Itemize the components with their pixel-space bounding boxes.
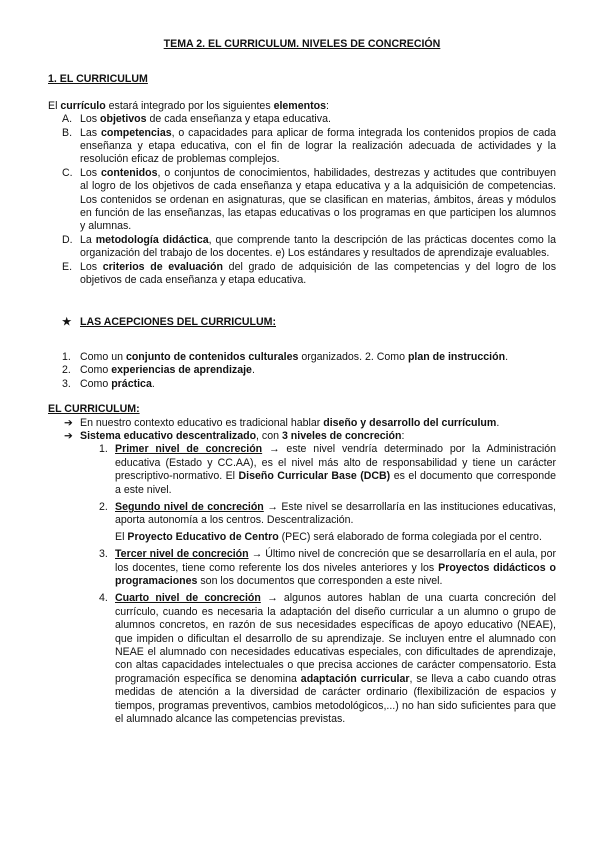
text-run: , que comprende tanto la descripción de las prácticas docentes como la organización del trabajo de los docentes. e) Los estándares y resultados de aprendizaje evaluables. <box>80 233 557 260</box>
bold-term: experiencias de aprendizaje <box>111 364 252 377</box>
text-run: , se lleva a cabo cuando otras medidas de atención a la diversidad de carácter ordinario (flexibilización de espacios y tiempos, programas preventivos, cambios metodológicos,...) no han sido suficientes para que el alumnado alcance las competencias previstas. <box>115 672 556 726</box>
bold-term: Diseño Curricular Base (DCB) <box>238 470 391 483</box>
text-run: es el documento que corresponde a este nivel. <box>115 470 556 496</box>
text-run: → algunos autores hablan de una cuarta concreción del currículo, cuando es necesaria la adaptación del diseño curricular a un alumno o grupo de alumnos concretos, en razón de sus necesidades específicas de apoyo educativo (NEAE), que impiden o dificultan el desarrollo de su aprendizaje. Se incluyen entre el alumnado con NEAE el alumnado con necesidades educativas especiales, con dificultades de aprendizaje, con altas capacidades intelectuales o que precisa acciones de carácter compensatorio. Esta programación específica se denomina <box>115 592 556 685</box>
bold-term: adaptación curricular <box>300 672 410 685</box>
list-marker: A. <box>62 113 73 126</box>
list-item <box>48 167 556 234</box>
text-run: En nuestro contexto educativo es tradicional hablar <box>80 416 324 429</box>
arrow-icon: ➔ <box>64 429 73 442</box>
bold-term: currículo <box>60 99 106 112</box>
list-marker: D. <box>62 233 73 246</box>
list-marker: B. <box>62 126 73 139</box>
text-run: (PEC) será elaborado de forma colegiada por el centro. <box>278 530 542 543</box>
document-title: TEMA 2. EL CURRICULUM. NIVELES DE CONCRECIÓN <box>163 38 441 50</box>
level-term: Cuarto nivel de concreción <box>115 592 261 605</box>
elements-list <box>48 113 556 287</box>
arrow-icon: ➔ <box>64 416 73 429</box>
acepciones-list <box>48 351 556 391</box>
text-run: . <box>251 364 255 377</box>
intro-paragraph <box>48 100 556 113</box>
list-item <box>48 113 556 126</box>
text-run: , o conjuntos de conocimientos, habilidades, destrezas y actitudes que contribuyen al logro de los objetivos de cada enseñanza y etapa educativa y a la adquisición de competencias. Los contenidos se ordenan en asignaturas, que se clasifican en materias, ámbitos, áreas y módulos en función de las enseñanzas, las etapas educativas o los programas en que participen los alumnos y alumnas. <box>80 166 556 233</box>
bold-term: criterios de evaluación <box>102 260 224 273</box>
bold-term: competencias <box>100 126 172 139</box>
section-heading-el-curriculum: EL CURRICULUM: <box>48 403 140 416</box>
text-run: . <box>151 377 155 390</box>
text-run: , o capacidades para aplicar de forma integrada los contenidos propios de cada enseñanza y etapa educativa, con el fin de lograr la realización adecuada de actividades y la resolución eficaz de problemas complejos. <box>80 126 557 166</box>
list-marker: 3. <box>99 548 108 561</box>
text-run: estará integrado por los siguientes <box>105 99 274 112</box>
level-term: Primer nivel de concreción <box>115 443 263 456</box>
level-term: Tercer nivel de concreción <box>115 548 249 561</box>
text-run: La <box>80 233 96 246</box>
list-item <box>48 378 556 391</box>
level-item <box>48 501 556 544</box>
bold-term: metodología didáctica <box>95 233 209 246</box>
list-marker: 1. <box>99 443 108 456</box>
bold-term: Sistema educativo descentralizado <box>80 429 257 442</box>
level-item <box>48 592 556 726</box>
list-item <box>48 351 556 364</box>
text-run: Los <box>80 113 101 126</box>
bold-term: objetivos <box>100 113 147 126</box>
text-run: del grado de adquisición de las competencias y del logro de los objetivos de cada enseñanza y etapa educativa. <box>80 260 556 287</box>
bold-term: diseño y desarrollo del currículum <box>323 416 497 429</box>
text-run: Como <box>80 377 112 390</box>
text-run: : <box>325 99 329 112</box>
bold-term: contenidos <box>101 166 158 179</box>
curriculum-bullets <box>48 417 556 727</box>
text-run: Los <box>80 260 103 273</box>
list-marker: 1. <box>62 350 71 363</box>
list-item <box>48 261 556 288</box>
text-run: El <box>48 99 61 112</box>
bold-term: 3 niveles de concreción <box>281 429 402 442</box>
list-marker: 2. <box>62 364 71 377</box>
list-marker: C. <box>62 166 73 179</box>
section-heading-curriculum: 1. EL CURRICULUM <box>48 73 148 86</box>
heading-text: LAS ACEPCIONES DEL CURRICULUM: <box>80 315 276 328</box>
list-item <box>48 417 556 430</box>
list-marker: 2. <box>99 500 108 513</box>
text-run: : <box>401 429 405 442</box>
list-item <box>48 127 556 167</box>
list-marker: E. <box>62 260 73 273</box>
text-run: . <box>496 416 500 429</box>
level-item <box>48 548 556 588</box>
text-run: , con <box>256 429 282 442</box>
bold-term: elementos <box>273 99 326 112</box>
list-item <box>48 430 556 727</box>
text-run: → Este nivel se desarrollaría en las instituciones educativas, aporta autonomía a los centros. Descentralización. <box>115 500 556 527</box>
list-marker: 3. <box>62 377 71 390</box>
text-run: organizados. 2. Como <box>298 350 408 363</box>
text-run: El <box>115 530 128 543</box>
level-term: Segundo nivel de concreción <box>115 500 264 513</box>
levels-list <box>48 443 556 726</box>
section-heading-acepciones <box>48 316 556 329</box>
text-run: de cada enseñanza y etapa educativa. <box>146 113 331 126</box>
bold-term: plan de instrucción <box>407 350 506 363</box>
text-run: . <box>505 350 509 363</box>
bold-term: conjunto de contenidos culturales <box>125 350 299 363</box>
text-run: → Último nivel de concreción que se desarrollaría en el aula, por los docentes, tiene como referente los dos niveles anteriores y los <box>115 548 556 574</box>
text-run: Como un <box>80 350 126 363</box>
text-run: Las <box>80 126 101 139</box>
list-item <box>48 364 556 377</box>
text-run: → este nivel vendría determinado por la Administración educativa (Estado y CC.AA), es el nivel más alto de responsabilidad y tiene un carácter prescriptivo-normativo. El <box>115 443 557 483</box>
bold-term: Proyectos didácticos o programaciones <box>115 561 556 587</box>
bold-term: Proyecto Educativo de Centro <box>127 530 279 543</box>
text-run: Como <box>80 364 112 377</box>
text-run: Los <box>80 166 102 179</box>
level-extra-paragraph <box>115 531 556 544</box>
level-item <box>48 443 556 497</box>
bold-term: práctica <box>111 377 152 390</box>
list-marker: 4. <box>99 592 108 605</box>
star-icon: ★ <box>62 315 72 328</box>
list-item <box>48 234 556 261</box>
text-run: son los documentos que corresponden a este nivel. <box>197 575 443 587</box>
